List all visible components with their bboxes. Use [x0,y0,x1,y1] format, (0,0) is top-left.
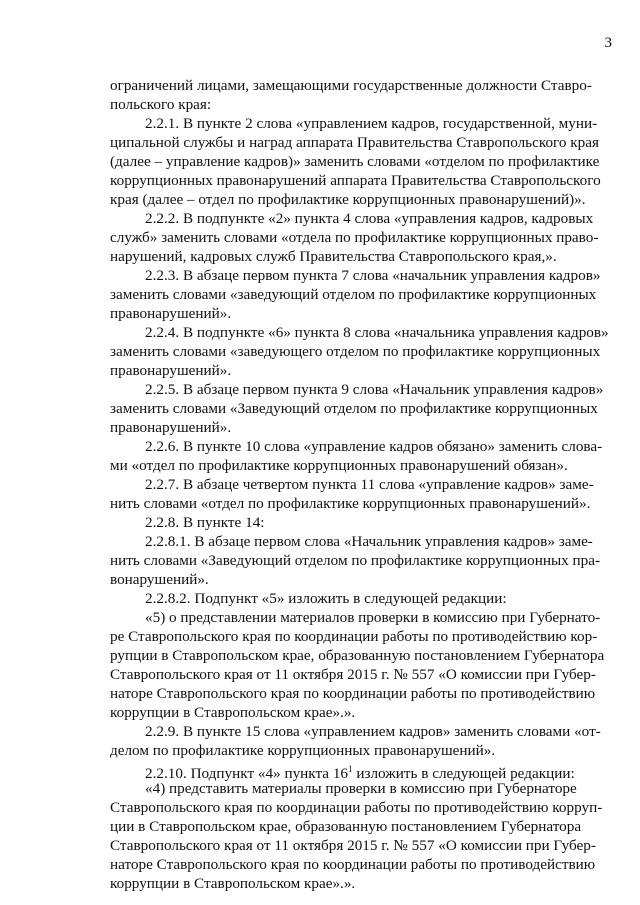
line-text: ципальной службы и наград аппарата Правительства Ставропольского края [110,134,599,151]
page-number: 3 [604,35,612,51]
line-text: ции в Ставропольском крае, образованную постановлением Губернатора [110,818,582,835]
text-line [110,836,620,855]
line-text: служб» заменить словами «отдела по профилактике коррупционных право- [110,229,599,246]
line-text: польского края: [110,96,212,113]
text-line [110,361,620,380]
line-text: 2.2.2. В подпункте «2» пункта 4 слова «управления кадров, кадровых [145,210,594,227]
line-text: вонарушений». [110,571,209,588]
line-text: 2.2.8.1. В абзаце первом слова «Начальник управления кадров» заме- [145,533,593,550]
text-line [110,570,620,589]
text-line [110,304,620,323]
text-line [145,437,620,456]
text-line [145,266,620,285]
text-line [110,494,620,513]
line-text: 2.2.8.2. Подпункт «5» изложить в следующей редакции: [145,590,507,607]
text-line [110,798,620,817]
line-text: Ставропольского края по координации работы по противодействию корруп- [110,799,603,816]
text-line [110,855,620,874]
line-text: заменить словами «заведующий отделом по профилактике коррупционных [110,286,597,303]
text-line [110,228,620,247]
superscript-index: 1 [348,764,353,774]
text-line [110,646,620,665]
text-line [110,456,620,475]
line-text: правонарушений». [110,305,232,322]
text-line [110,418,620,437]
text-line [145,114,620,133]
text-line [110,741,620,760]
line-text: 2.2.5. В абзаце первом пункта 9 слова «Начальник управления кадров» [145,381,604,398]
text-line [110,551,620,570]
line-text: нить словами «Заведующий отделом по профилактике коррупционных пра- [110,552,601,569]
text-line [110,817,620,836]
text-line [110,76,620,95]
line-text: правонарушений». [110,362,232,379]
text-line [110,342,620,361]
text-line [145,779,620,798]
line-text: заменить словами «Заведующий отделом по профилактике коррупционных [110,400,598,417]
line-text: коррупции в Ставропольском крае».». [110,875,356,892]
line-text: ми «отдел по профилактике коррупционных правонарушений обязан». [110,457,568,474]
text-line [110,874,620,893]
line-text: «5) о представлении материалов проверки в комиссию при Губернато- [145,609,601,626]
line-text: ре Ставропольского края по координации работы по противодействию кор- [110,628,598,645]
line-text: Ставропольского края от 11 октября 2015 г. № 557 «О комиссии при Губер- [110,666,596,683]
line-text: 2.2.10. Подпункт «4» пункта 16 [145,765,349,782]
line-text: наторе Ставропольского края по координации работы по противодействию [110,685,596,702]
line-text: 2.2.1. В пункте 2 слова «управлением кадров, государственной, муни- [145,115,598,132]
text-line [110,133,620,152]
text-line [110,190,620,209]
line-text: 2.2.4. В подпункте «6» пункта 8 слова «начальника управления кадров» [145,324,609,341]
text-line [110,665,620,684]
line-text: заменить словами «заведующего отделом по профилактике коррупционных [110,343,601,360]
line-text: коррупционных правонарушений аппарата Правительства Ставропольского [110,172,601,189]
text-line [110,171,620,190]
line-text: рупции в Ставропольском крае, образованную постановлением Губернатора [110,647,605,664]
line-text: ограничений лицами, замещающими государственные должности Ставро- [110,77,592,94]
line-text: 2.2.8. В пункте 14: [145,514,265,531]
line-text: 2.2.7. В абзаце четвертом пункта 11 слова «управление кадров» заме- [145,476,594,493]
text-line [110,247,620,266]
line-text: нить словами «отдел по профилактике коррупционных правонарушений». [110,495,591,512]
text-line [145,532,620,551]
text-line [145,209,620,228]
text-line [110,152,620,171]
line-text: делом по профилактике коррупционных правонарушений». [110,742,496,759]
line-text: «4) представить материалы проверки в комиссию при Губернаторе [145,780,577,797]
line-text: правонарушений». [110,419,232,436]
text-line [145,722,620,741]
line-text-tail: изложить в следующей редакции: [352,765,575,782]
text-line [145,380,620,399]
text-line [145,589,620,608]
text-line [110,684,620,703]
text-line [110,703,620,722]
line-text: края (далее – отдел по профилактике коррупционных правонарушений)». [110,191,586,208]
line-text: 2.2.9. В пункте 15 слова «управлением кадров» заменить словами «от- [145,723,601,740]
line-text: нарушений, кадровых служб Правительства Ставропольского края,». [110,248,557,265]
line-text: коррупции в Ставропольском крае».». [110,704,356,721]
text-line [110,399,620,418]
text-line [145,475,620,494]
text-line [110,627,620,646]
line-text: 2.2.6. В пункте 10 слова «управление кадров обязано» заменить слова- [145,438,603,455]
text-line [145,513,620,532]
text-line [110,95,300,114]
text-line [110,285,620,304]
line-text: Ставропольского края от 11 октября 2015 г. № 557 «О комиссии при Губер- [110,837,596,854]
text-line [145,608,620,627]
line-text: 2.2.3. В абзаце первом пункта 7 слова «начальник управления кадров» [145,267,601,284]
line-text: (далее – управление кадров)» заменить словами «отделом по профилактике [110,153,600,170]
text-line [145,323,620,342]
line-text: наторе Ставропольского края по координации работы по противодействию [110,856,596,873]
